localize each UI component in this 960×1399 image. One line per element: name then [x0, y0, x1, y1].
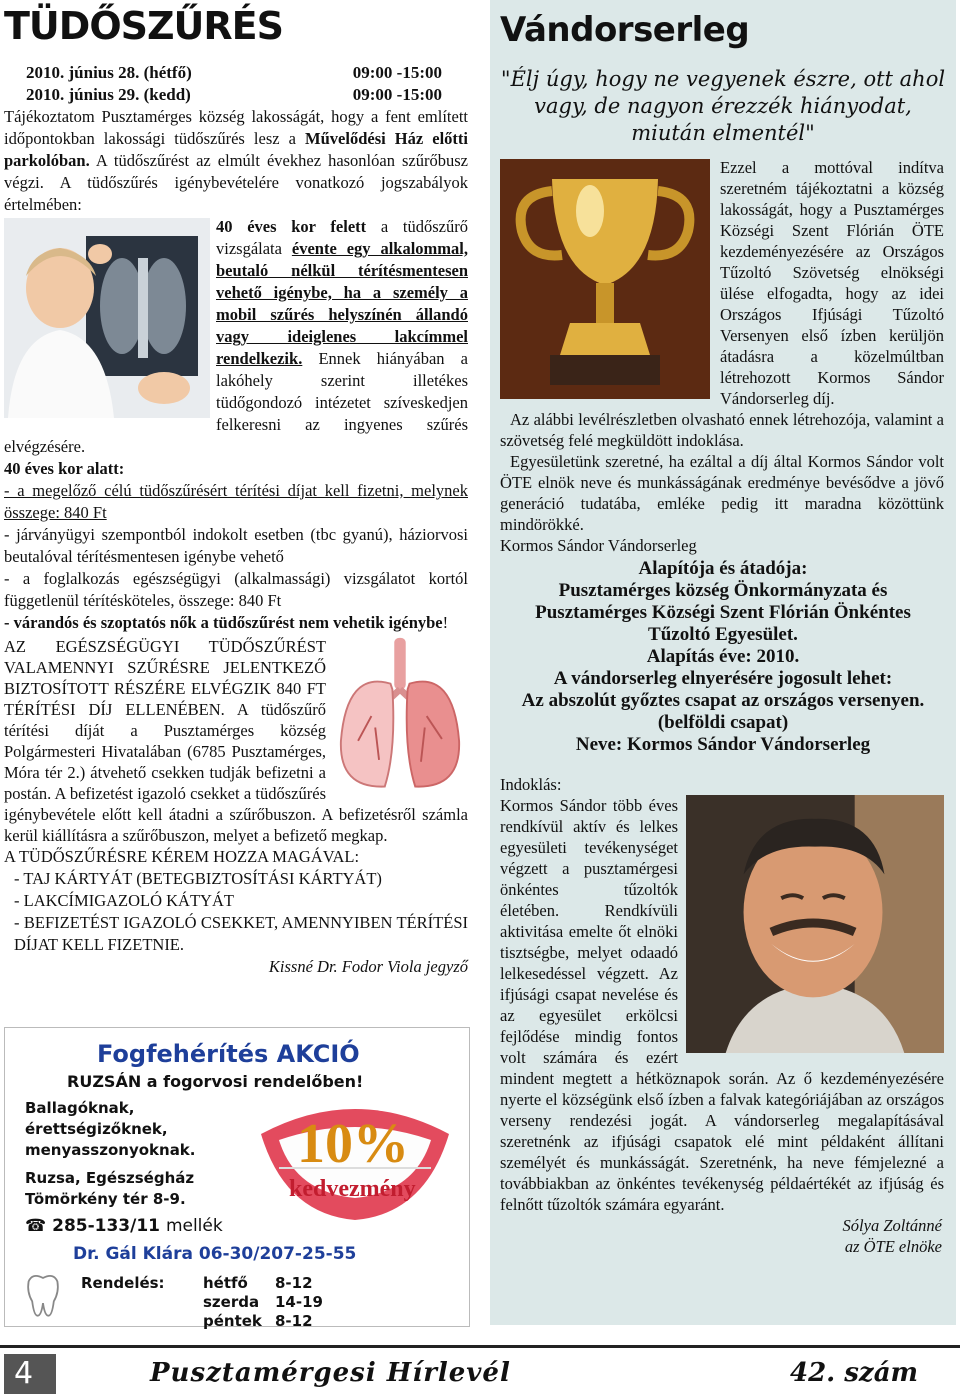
ad-audience-3: menyasszonyoknak.: [25, 1141, 196, 1159]
ad-audience-1: Ballagóknak,: [25, 1099, 135, 1117]
serleg-detail-2: Pusztamérges község Önkormányzata és Pusztamérges Községi Szent Flórián Önkéntes Tűzoltó Egyesület.: [535, 580, 911, 645]
under40-item-1: - a megelőző célú tüdőszűrésért térítési díjat kell fizetni, melynek összege: 840 Ft: [4, 481, 468, 522]
left-column: [4, 0, 468, 1020]
ad-subtitle: RUZSÁN a fogorvosi rendelőben!: [67, 1072, 364, 1091]
eligibility-block: [4, 216, 468, 458]
ad-phone-suffix: mellék: [165, 1216, 223, 1236]
issue-number: 42. szám: [790, 1358, 919, 1388]
intro-text-a: Tájékoztatom Pusztamérges község lakosságát, hogy a fent említett időpontokban lakossági tüdőszűrés lesz a: [4, 107, 468, 148]
eligibility-text-e: a tüdőszűrő vizsgálata: [216, 217, 468, 258]
tooth-icon: [25, 1272, 61, 1318]
serleg-p3: Egyesületünk szeretné, ha ezáltal a díj által Kormos Sándor volt ÖTE elnök neve és munkásságának eredménye bevésődve a jövő generáció tudatába, emléke pedig itt maradna közöttünk mindörökké.: [500, 452, 944, 534]
serleg-p2: Az alábbi levélrészletben olvasható ennek létrehozója, valamint a szövetség felé megküldött indoklása.: [500, 410, 944, 450]
page-number: 4: [14, 1356, 34, 1391]
fee-payment-text: A tüdőszűrő térítési díját a Pusztamérges község Polgármesteri Hivatalában (6785 Pusztamérges, Móra tér 2.) átvehető csekken tudják befizetni a postán. A befizetést igazoló csekket a tüdőszűrés igénybevétele előtt kell átadni a szűrőbuszon. A befizetésről számla kerül kiállításra a szűrőbuszon, melyet a befizető megkap.: [4, 700, 468, 845]
date-day-1: 2010. június 28. (hétfő): [26, 63, 192, 82]
free-screening-condition: évente egy alkalommal, beutaló nélkül térítésmentesen vehető igénybe, ha a személy a mobil szűrés helyszínén állandó vagy ideiglenes lakcímmel rendelkezik.: [216, 239, 468, 368]
date-row-2: [4, 84, 468, 106]
indoklas-heading: Indoklás:: [500, 775, 562, 794]
ad-hours-day-2: szerda: [203, 1293, 260, 1311]
ad-hours-day-3: péntek: [203, 1312, 262, 1330]
intro-location: Művelődési Ház előtti parkolóban.: [4, 129, 468, 170]
indoklas-text: Kormos Sándor több éves rendkívül aktív és lelkes egyesületi tevékenységet végzett a pusztamérgesi önkéntes tűzoltók életében. Rendkívüli aktivitása emelte őt elnöki tisztségbe, melyet odaadó lelkesedéssel végzett. Az ifjúsági csapat nevelése és az egyesület erkölcsi fejlődése mindig fontos volt számára és ezért mindent megtett a hétköznapok során. Az ő kezdeményezésére nyerte el községünk első ízben a falvak kategóriájában az országos verseny rendezési jogát. A vándorserleg megalapításával szeretnénk az ifjúsági csapatok elé mint példaként állítani személyét és munkásságát. Szeretnénk, ha neve fémjelezné a továbbiakban az önkéntes tevékenység példaértékét az ifjúság és felnőtt tűzoltók számára egyaránt.: [500, 796, 944, 1214]
ad-hours: [203, 1274, 323, 1331]
ad-audience: [25, 1098, 196, 1161]
left-signature: Kissné Dr. Fodor Viola jegyző: [268, 957, 468, 976]
under40-item-4-wrap: [4, 612, 468, 634]
ad-hours-row-1: [203, 1274, 323, 1293]
under40-item-3: - a foglalkozás egészségügyi (alkalmassági) vizsgálatot kortól függetlenül térítésköteles, összege: 840 Ft: [4, 569, 468, 610]
serleg-p4: Kormos Sándor Vándorserleg: [500, 536, 697, 555]
ad-discount: kedvezmény: [289, 1176, 416, 1202]
serleg-detail-4: A vándorserleg elnyerésére jogosult lehet:: [553, 668, 893, 689]
ad-hours-row-3: [203, 1312, 323, 1331]
serleg-p1: Ezzel a mottóval indítva szeretném tájékoztatni a község lakosságát, hogy a Pusztamérges Községi Szent Flórián ÖTE kezdeményezésére az Országos Tűzoltó Szövetség elnökségi ülése elfogadta, hogy az idei Országos Ifjúsági Tűzoltó Versenyen első ízben kerüljön átadásra a közelmúltban létrehozott Kormos Sándor Vándorserleg díj.: [720, 158, 944, 408]
ad-hours-day-1: hétfő: [203, 1274, 248, 1292]
fee-caps-text: AZ EGÉSZSÉGÜGYI TÜDŐSZŰRÉST VALAMENNYI SZŰRÉSRE JELENTKEZŐ BIZTOSÍTOTT RÉSZÉRE ELVÉGZIK 840 FT TÉRÍTÉSI DÍJ ELLENÉBEN.: [4, 637, 326, 719]
bring-item-3: - BEFIZETÉST IGAZOLÓ CSEKKET, AMENNYIBEN TÉRÍTÉSI DÍJAT KELL FIZETNIE.: [14, 913, 468, 954]
ad-place-1: Ruzsa, Egészségház: [25, 1169, 195, 1187]
under40-item-4-end: !: [442, 613, 449, 632]
ad-hours-time-2: 14-19: [275, 1293, 323, 1311]
right-column: [490, 0, 956, 1325]
ad-place: [25, 1168, 194, 1210]
right-signature: [490, 1215, 956, 1257]
ad-hours-label: Rendelés:: [81, 1274, 165, 1292]
serleg-detail-1: Alapítója és átadója:: [638, 558, 808, 579]
under40-item-2: - járványügyi szempontból indokolt esetben (tbc gyanú), háziorvosi beutalóval térítésmentesen igénybe vehető: [4, 525, 468, 566]
article-title-tudoszures: TÜDŐSZŰRÉS: [4, 4, 283, 48]
ad-hours-time-1: 8-12: [275, 1274, 313, 1292]
ad-percent: 10%: [297, 1113, 409, 1175]
page-footer: [0, 1345, 960, 1399]
newspaper-name: Pusztamérgesi Hírlevél: [150, 1358, 511, 1388]
motto-quote: "Élj úgy, hogy ne vegyenek észre, ott ahol vagy, de nagyon érezzék hiányodat, miután elmentél": [500, 67, 946, 145]
date-row-1: [4, 62, 468, 84]
date-time-1: 09:00 -15:00: [352, 63, 442, 82]
indoklas-text-wrap: [490, 795, 956, 1215]
ad-phone-row: [25, 1216, 223, 1236]
date-time-2: 09:00 -15:00: [352, 85, 442, 104]
bring-heading: A TÜDŐSZŰRÉSRE KÉREM HOZZA MAGÁVAL:: [4, 847, 360, 866]
bring-item-1: - TAJ KÁRTYÁT (BETEGBIZTOSÍTÁSI KÁRTYÁT): [14, 869, 382, 888]
doctor-xray-photo: [4, 218, 210, 418]
under40-heading: 40 éves kor alatt:: [4, 459, 125, 478]
trophy-photo: [500, 159, 710, 399]
ad-hours-time-3: 8-12: [275, 1312, 313, 1330]
fee-block: [4, 636, 468, 846]
intro-text-c: A tüdőszűrést az elmúlt évekhez hasonlóan szűrőbusz végzi. A tüdőszűrés igénybevételére vonatkozó jogszabályok értelmében:: [4, 151, 468, 214]
ad-hours-row-2: [203, 1293, 323, 1312]
whitening-advertisement: [4, 1027, 470, 1330]
serleg-detail-3: Alapítás éve: 2010.: [646, 646, 800, 667]
ad-doctor: Dr. Gál Klára 06-30/207-25-55: [73, 1244, 357, 1264]
bring-item-2: - LAKCÍMIGAZOLÓ KÁTYÁT: [14, 891, 234, 910]
under40-item-4: - várandós és szoptatós nők a tüdőszűrést nem vehetik igénybe: [4, 613, 443, 632]
right-signature-name: Sólya Zoltánné: [842, 1216, 942, 1235]
ad-phone: 285-133/11: [52, 1216, 161, 1236]
serleg-detail-6: Neve: Kormos Sándor Vándorserleg: [575, 734, 871, 755]
serleg-details: [490, 558, 956, 756]
lungs-illustration: [332, 636, 468, 798]
portrait-photo: [686, 795, 944, 1053]
ad-title: Fogfehérítés AKCIÓ: [97, 1040, 360, 1068]
right-signature-title: az ÖTE elnöke: [844, 1237, 942, 1256]
eligibility-text-g: Ennek hiányában a lakóhely szerint illetékes tüdőgondozó intézetet szíveskedjen felkeresni az ingyenes szűrés elvégzésére.: [4, 349, 468, 456]
ad-audience-2: érettségizőknek,: [25, 1120, 168, 1138]
intro-paragraph: [4, 106, 468, 216]
phone-icon: ☎: [25, 1216, 47, 1236]
serleg-intro-text: [490, 157, 956, 409]
over40-label: 40 éves kor felett: [216, 217, 367, 236]
article-title-vandorserleg: Vándorserleg: [500, 10, 750, 50]
ad-place-2: Tömörkény tér 8-9.: [25, 1190, 186, 1208]
serleg-detail-5: Az abszolút győztes csapat az országos versenyen. (belföldi csapat): [521, 690, 925, 733]
date-day-2: 2010. június 29. (kedd): [26, 85, 191, 104]
